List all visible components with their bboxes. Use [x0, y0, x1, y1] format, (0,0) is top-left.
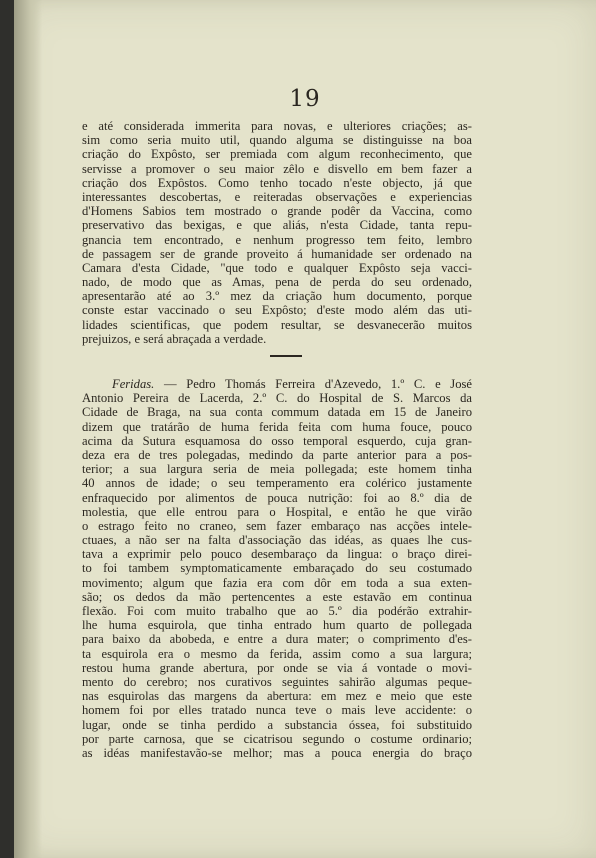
text-line: to foi tambem symptomaticamente embaraçado do seu costumado [82, 561, 472, 576]
text-line: apresentarão até ao 3.º mez da criação hum documento, porque [82, 289, 472, 304]
text-line: Cidade de Braga, na sua conta commum datada em 15 de Janeiro [82, 405, 472, 420]
text-line: de passagem ser de grande proveito á humanidade ser ordenado na [82, 246, 472, 261]
text-line: são; os dedos da mão pertencentes a este estavão em continua [82, 589, 472, 604]
text-line: nas esquirolas das margens da abertura: em mez e meio que este [82, 689, 472, 704]
text-line: sim como seria muito util, quando alguma se distinguisse na boa [82, 133, 472, 148]
text-line: criação do Expôsto, ser premiada com algum reconhecimento, que [82, 147, 472, 162]
text-line: dizem que tratárão de huma ferida feita com huma fouce, pouco [82, 419, 472, 434]
text-line: lhe huma esquirola, que tinha entrado hum quarto de pollegada [82, 618, 472, 633]
section-divider [270, 355, 302, 357]
text-line: ta esquirola era o mesmo da ferida, assim como a sua largura; [82, 646, 472, 661]
text-line: lugar, onde se tinha perdido a substancia óssea, foi substituido [82, 717, 472, 732]
page-number: 19 [289, 86, 321, 112]
text-line: Antonio Pereira de Lacerda, 2.º C. do Hospital de S. Marcos da [82, 391, 472, 406]
text-line: homem foi por elles tratado nunca teve o mais leve accidente: o [82, 703, 472, 718]
text-line: lidades scientificas, que podem resultar, se desvanecerão muitos [82, 317, 472, 332]
text-line: prejuizos, e será abraçada a verdade. [82, 331, 267, 346]
paragraph-wounds-body [82, 391, 472, 760]
text-line: movimento; algum que fazia era com dôr em toda a sua exten- [82, 575, 472, 590]
text-line: criação dos Expôstos. Como tenho tocado n'este objecto, já que [82, 175, 472, 190]
text-line [82, 377, 472, 391]
text-line: enfraquecido por alimentos de pouca nutrição: foi ao 8.º dia de [82, 490, 472, 505]
text-line: interessantes descobertas, e reiteradas observações e experiencias [82, 189, 472, 204]
text-line: o estrago feito no craneo, sem fazer embaraço nas acções intele- [82, 518, 472, 533]
text-line: ctuaes, a não ser na falta d'associação das idéas, as quaes lhe cus- [82, 533, 472, 548]
text-line: e até considerada immerita para novas, e ulteriores criações; as- [82, 119, 472, 133]
text-line: conste estar vaccinado o seu Expôsto; d'este modo além das uti- [82, 303, 472, 318]
text-line: flexão. Foi com muito trabalho que ao 5.º dia podérão extrahir- [82, 604, 472, 618]
text-line: restou huma grande abertura, por onde se via á vontade o movi- [82, 660, 472, 675]
paragraph-vaccination [82, 119, 472, 346]
paragraph-wounds [82, 377, 472, 760]
text-line-content: — Pedro Thomás Ferreira d'Azevedo, 1.º C. e José [154, 377, 472, 391]
text-line: preservativo das bexigas, e que aliás, n'esta Cidade, tanta repu- [82, 218, 472, 233]
text-line: terior; a sua largura seria de meia pollegada; este homem tinha [82, 462, 472, 477]
text-line: 40 annos de idade; o seu temperamento era colérico justamente [82, 476, 472, 491]
text-line: nado, de modo que as Amas, pena de perda do seu ordenado, [82, 275, 472, 290]
document-page [14, 0, 596, 858]
page-spine-shadow [14, 0, 42, 858]
text-line: para baixo da abobeda, e entre a dura mater; o comprimento d'es- [82, 632, 472, 647]
text-line: servisse a promover o seu maior zêlo e disvello em bem fazer a [82, 161, 472, 176]
text-line: deza era de tres polegadas, medindo da parte anterior para a pos- [82, 447, 472, 462]
text-line: molestia, que elle entrou para o Hospital, e então he que virão [82, 504, 472, 519]
text-line: as idéas manifestavão-se melhor; mas a pouca energia do braço [82, 745, 472, 760]
text-line: mento do cerebro; nos curativos seguintes sahirão algumas peque- [82, 674, 472, 689]
text-line: Camara d'esta Cidade, "que todo e qualquer Expôsto seja vacci- [82, 260, 472, 275]
text-line: acima da Sutura esquamosa do osso temporal esquerdo, cuja gran- [82, 433, 472, 448]
section-heading: Feridas. [112, 377, 155, 391]
text-line: por parte carnosa, que se cicatrisou segundo o costume ordinario; [82, 731, 472, 746]
text-line: gnancia tem encontrado, e nenhum progresso tem feito, lembro [82, 232, 472, 247]
text-line: tava a exprimir pelo pouco desembaraço da lingua: o braço direi- [82, 547, 472, 562]
text-line: d'Homens Sabios tem mostrado o grande podêr da Vaccina, como [82, 204, 472, 219]
